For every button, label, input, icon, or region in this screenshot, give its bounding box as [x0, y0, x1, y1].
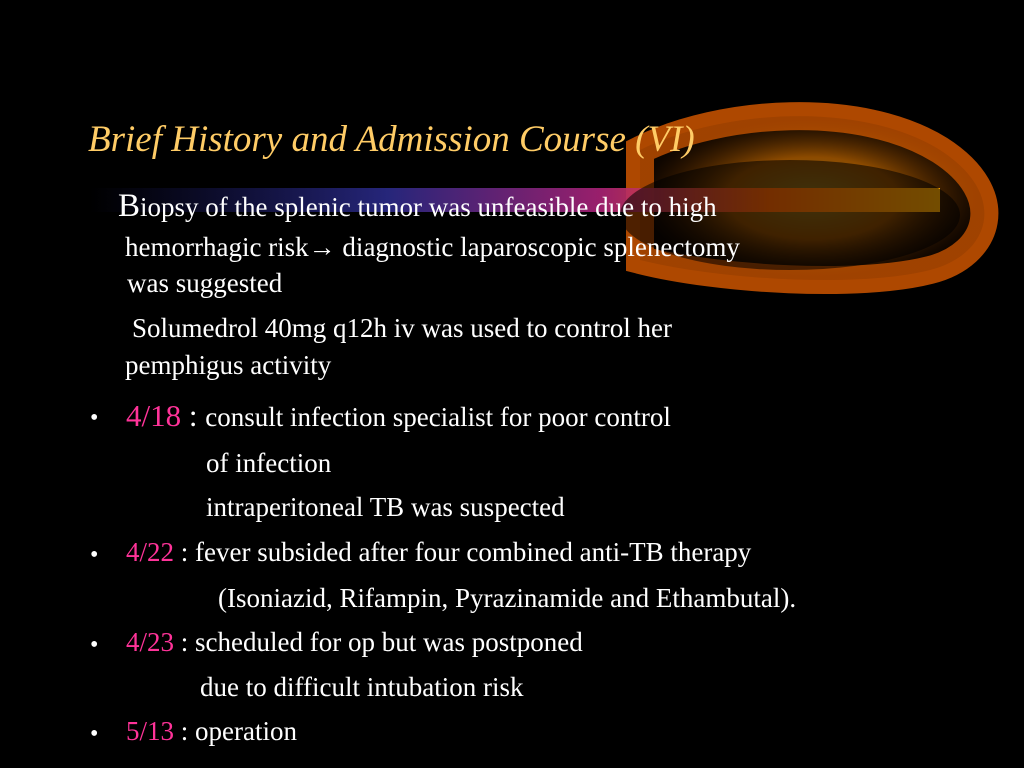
bullet-symbol: •	[90, 632, 99, 658]
intro-line-1-text: iopsy of the splenic tumor was unfeasible due to high	[140, 192, 717, 222]
date-label: 4/18	[126, 398, 182, 433]
intro-initial: B	[118, 188, 141, 224]
intro-line-2: hemorrhagic risk→ diagnostic laparoscopic splenectomy	[125, 232, 740, 262]
list-item-continuation: intraperitoneal TB was suspected	[206, 492, 565, 522]
list-item-text: : operation	[174, 716, 297, 746]
date-separator: :	[181, 398, 206, 433]
list-item-text: : fever subsided after four combined anti-TB therapy	[174, 537, 752, 567]
intro-line-1	[118, 190, 717, 223]
list-item-text: consult infection specialist for poor control	[205, 402, 671, 432]
list-item	[126, 718, 297, 745]
slide-title: Brief History and Admission Course (VI)	[88, 119, 695, 160]
date-label: 4/23	[126, 627, 175, 657]
bullet-symbol: •	[90, 405, 99, 431]
bullet-symbol: •	[90, 721, 99, 747]
bullet-symbol: •	[90, 542, 99, 568]
intro-line-3: was suggested	[127, 268, 283, 298]
list-item	[126, 539, 751, 566]
list-item	[126, 400, 671, 431]
date-label: 4/22	[126, 537, 175, 567]
intro-line-5: pemphigus activity	[125, 350, 332, 380]
intro-line-4: Solumedrol 40mg q12h iv was used to control her	[132, 313, 672, 343]
date-label: 5/13	[126, 716, 175, 746]
list-item-text: : scheduled for op but was postponed	[174, 627, 583, 657]
list-item-continuation: due to difficult intubation risk	[200, 672, 524, 702]
list-item-continuation: of infection	[206, 448, 332, 478]
list-item	[126, 629, 583, 656]
list-item-continuation: (Isoniazid, Rifampin, Pyrazinamide and Ethambutal).	[218, 583, 797, 613]
